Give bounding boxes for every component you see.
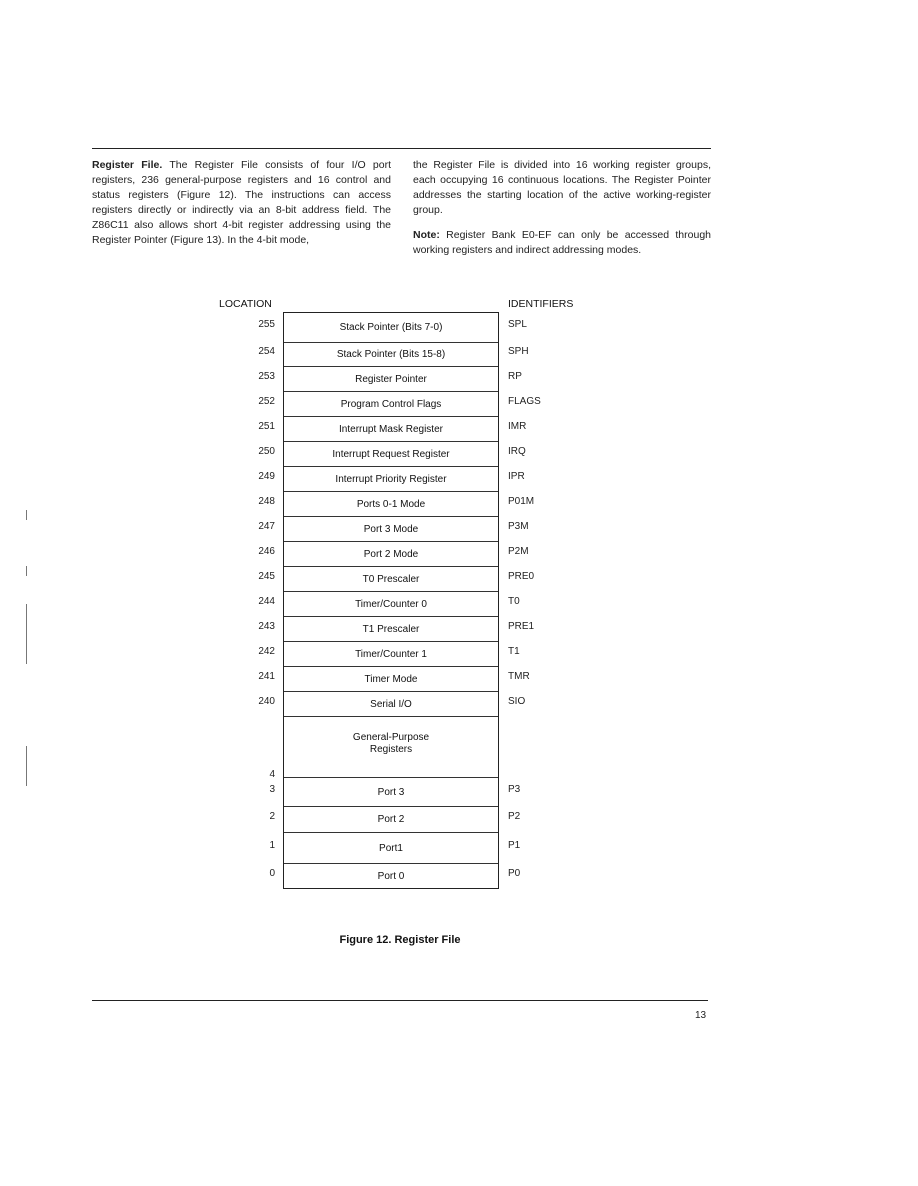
location-label: 244 xyxy=(258,595,275,607)
register-row xyxy=(284,367,498,392)
identifier-label: IMR xyxy=(508,420,527,432)
register-row xyxy=(284,617,498,642)
register-row xyxy=(284,778,498,807)
location-label: 1 xyxy=(269,839,275,851)
location-label: 242 xyxy=(258,645,275,657)
register-name: Register Pointer xyxy=(355,373,427,385)
top-rule xyxy=(92,148,711,149)
register-file-heading: Register File. xyxy=(92,159,163,171)
register-row xyxy=(284,833,498,864)
margin-mark xyxy=(26,604,27,664)
margin-mark xyxy=(26,510,27,520)
register-row xyxy=(284,807,498,833)
identifier-label: P3 xyxy=(508,783,521,795)
register-row xyxy=(284,542,498,567)
register-name: Ports 0-1 Mode xyxy=(356,498,426,510)
location-label: 241 xyxy=(258,670,275,682)
identifier-label: FLAGS xyxy=(508,395,541,407)
register-row xyxy=(284,864,498,889)
identifiers-header: IDENTIFIERS xyxy=(508,298,574,310)
location-label: 249 xyxy=(258,470,275,482)
register-row xyxy=(284,517,498,542)
identifier-label: SPH xyxy=(508,346,529,357)
identifier-label: IRQ xyxy=(508,445,526,457)
register-file-text: The Register File consists of four I/O port registers, 236 general-purpose registers and 16 control and status registers (Figure 12). The instructions can access registers directly or indirectly via an 8-bit address field. The Z86C11 also allows short 4-bit register addressing using the Register Pointer (Figure 13). In the 4-bit mode, xyxy=(92,159,391,246)
register-name: Timer/Counter 1 xyxy=(355,648,427,660)
register-name: Port 0 xyxy=(377,871,405,882)
identifier-label: P3M xyxy=(508,520,529,532)
location-label: 245 xyxy=(258,570,275,582)
identifier-label: RP xyxy=(508,370,522,382)
register-name: General-Purpose Registers xyxy=(352,732,430,755)
identifier-label: T1 xyxy=(508,645,520,657)
identifier-label: P01M xyxy=(508,495,535,507)
register-row xyxy=(284,642,498,667)
note-text: Register Bank E0-EF can only be accessed through working registers and indirect addressing modes. xyxy=(413,229,711,256)
location-label: 240 xyxy=(258,695,275,707)
register-row xyxy=(284,442,498,467)
location-label: 254 xyxy=(258,346,275,357)
register-name: T0 Prescaler xyxy=(362,573,420,585)
register-name: Timer/Counter 0 xyxy=(355,598,427,610)
register-name: Serial I/O xyxy=(370,698,412,710)
register-row xyxy=(284,392,498,417)
location-label: 3 xyxy=(269,783,275,795)
register-row xyxy=(284,592,498,617)
register-name: Port1 xyxy=(379,842,403,854)
text-column-left xyxy=(92,158,391,258)
identifier-label: SIO xyxy=(508,695,526,707)
register-name: Interrupt Priority Register xyxy=(335,473,447,485)
register-name: Program Control Flags xyxy=(340,398,442,410)
margin-mark xyxy=(26,746,27,786)
identifier-label: SPL xyxy=(508,319,527,330)
location-label: 243 xyxy=(258,620,275,632)
location-label: 255 xyxy=(258,319,275,330)
location-header: LOCATION xyxy=(219,298,272,310)
identifier-label: P2 xyxy=(508,811,521,822)
register-name: T1 Prescaler xyxy=(362,623,420,635)
register-row xyxy=(284,467,498,492)
identifier-label: PRE1 xyxy=(508,620,535,632)
text-column-right xyxy=(413,158,711,268)
register-row xyxy=(284,717,498,778)
register-row xyxy=(284,343,498,367)
location-label: 250 xyxy=(258,445,275,457)
identifier-label: P0 xyxy=(508,867,521,879)
location-label: 247 xyxy=(258,520,275,532)
register-name: Stack Pointer (Bits 15-8) xyxy=(336,349,446,360)
note-label: Note: xyxy=(413,229,440,241)
register-name: Timer Mode xyxy=(364,673,418,685)
page-number: 13 xyxy=(695,1010,707,1021)
location-label: 251 xyxy=(258,420,275,432)
register-name: Port 3 Mode xyxy=(363,523,419,535)
working-register-paragraph: the Register File is divided into 16 working register groups, each occupying 16 continuous locations. The Register Pointer addresses the starting location of the active working-register group. xyxy=(413,159,711,216)
location-label: 2 xyxy=(269,811,275,822)
register-row xyxy=(284,492,498,517)
register-row xyxy=(284,567,498,592)
register-row xyxy=(284,667,498,692)
identifier-label: T0 xyxy=(508,595,520,607)
register-name: Port 2 xyxy=(377,814,405,825)
bottom-rule xyxy=(92,1000,708,1001)
identifier-label: TMR xyxy=(508,670,530,682)
register-name: Stack Pointer (Bits 7-0) xyxy=(339,322,443,333)
location-label: 4 xyxy=(269,769,275,780)
location-label: 248 xyxy=(258,495,275,507)
identifier-label: P2M xyxy=(508,545,529,557)
register-name: Interrupt Request Register xyxy=(332,448,450,460)
location-label: 246 xyxy=(258,545,275,557)
register-name: Port 2 Mode xyxy=(363,548,419,560)
register-row xyxy=(284,313,498,343)
register-name: Port 3 xyxy=(377,786,405,798)
note-paragraph xyxy=(413,228,711,258)
location-label: 253 xyxy=(258,370,275,382)
figure-caption: Figure 12. Register File xyxy=(339,934,461,946)
register-file-paragraph xyxy=(92,158,391,248)
identifier-label: PRE0 xyxy=(508,570,535,582)
register-row xyxy=(284,417,498,442)
register-name: Interrupt Mask Register xyxy=(339,423,443,435)
identifier-label: IPR xyxy=(508,470,525,482)
register-row xyxy=(284,692,498,717)
location-label: 0 xyxy=(269,867,275,879)
location-label: 252 xyxy=(258,395,275,407)
register-file-diagram xyxy=(283,312,499,889)
margin-mark xyxy=(26,566,27,576)
identifier-label: P1 xyxy=(508,839,521,851)
